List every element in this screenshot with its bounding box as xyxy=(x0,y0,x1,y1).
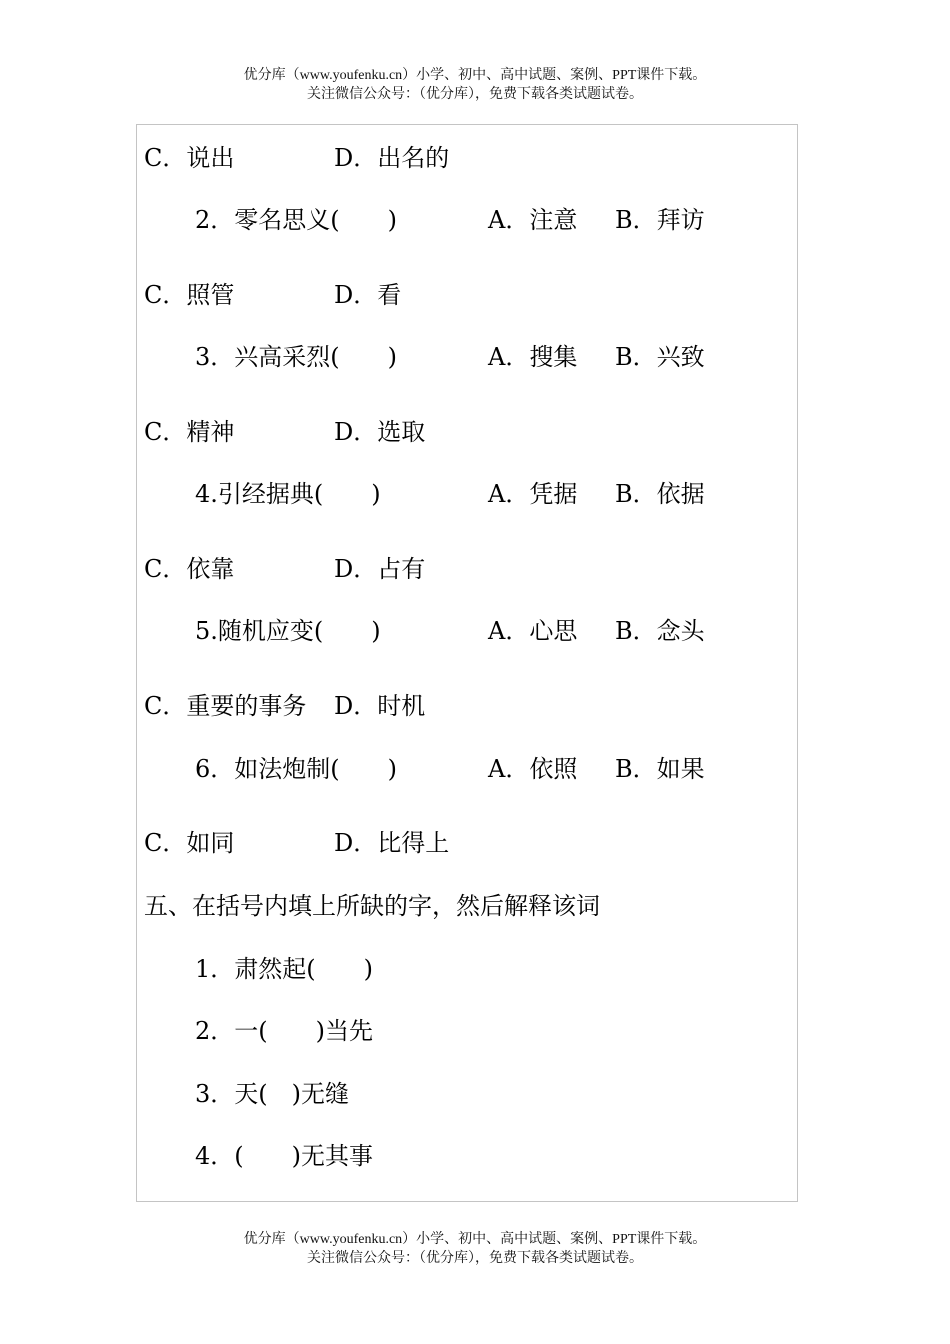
fill-item: 1．肃然起( ) xyxy=(195,955,373,983)
option-b: B．依据 xyxy=(615,480,705,508)
question-text: 6．如法炮制( ) xyxy=(195,755,397,783)
option-b: B．兴致 xyxy=(615,343,705,371)
page-header xyxy=(0,66,950,104)
option-d: D．占有 xyxy=(334,555,426,583)
option-b: B．如果 xyxy=(615,755,705,783)
option-c: C．如同 xyxy=(144,829,235,857)
header-line-2: 关注微信公众号：（优分库），免费下载各类试题试卷。 xyxy=(307,87,643,102)
option-b: B．念头 xyxy=(615,617,705,645)
question-text: 5.随机应变( ) xyxy=(195,617,381,645)
option-a: A．凭据 xyxy=(488,480,578,508)
option-b: B．拜访 xyxy=(615,206,705,234)
option-a: A．心思 xyxy=(488,617,578,645)
question-text: 4.引经据典( ) xyxy=(195,480,381,508)
option-a: A．搜集 xyxy=(488,343,578,371)
option-d: D．比得上 xyxy=(334,829,450,857)
option-d: D．时机 xyxy=(334,692,426,720)
footer-line-1: 优分库（www.youfenku.cn）小学、初中、高中试题、案例、PPT课件下载。 xyxy=(243,1232,707,1247)
option-c: C．照管 xyxy=(144,281,235,309)
fill-item: 2．一( )当先 xyxy=(195,1017,373,1045)
footer-line-2: 关注微信公众号：（优分库），免费下载各类试题试卷。 xyxy=(307,1251,643,1266)
option-a: A．注意 xyxy=(488,206,578,234)
option-c: C．精神 xyxy=(144,418,235,446)
fill-item: 4．( )无其事 xyxy=(195,1142,373,1170)
option-d: D．出名的 xyxy=(334,144,450,172)
option-d: D．看 xyxy=(334,281,402,309)
page-footer xyxy=(0,1230,950,1268)
option-d: D．选取 xyxy=(334,418,426,446)
option-c: C．重要的事务 xyxy=(144,692,307,720)
header-line-1: 优分库（www.youfenku.cn）小学、初中、高中试题、案例、PPT课件下载。 xyxy=(243,68,707,83)
fill-item: 3．天( )无缝 xyxy=(195,1080,349,1108)
option-a: A．依照 xyxy=(488,755,578,783)
option-c: C．说出 xyxy=(144,144,235,172)
option-c: C．依靠 xyxy=(144,555,235,583)
question-text: 2．零名思义( ) xyxy=(195,206,397,234)
section-title: 五、在括号内填上所缺的字，然后解释该词 xyxy=(144,892,600,920)
question-text: 3．兴高采烈( ) xyxy=(195,343,397,371)
